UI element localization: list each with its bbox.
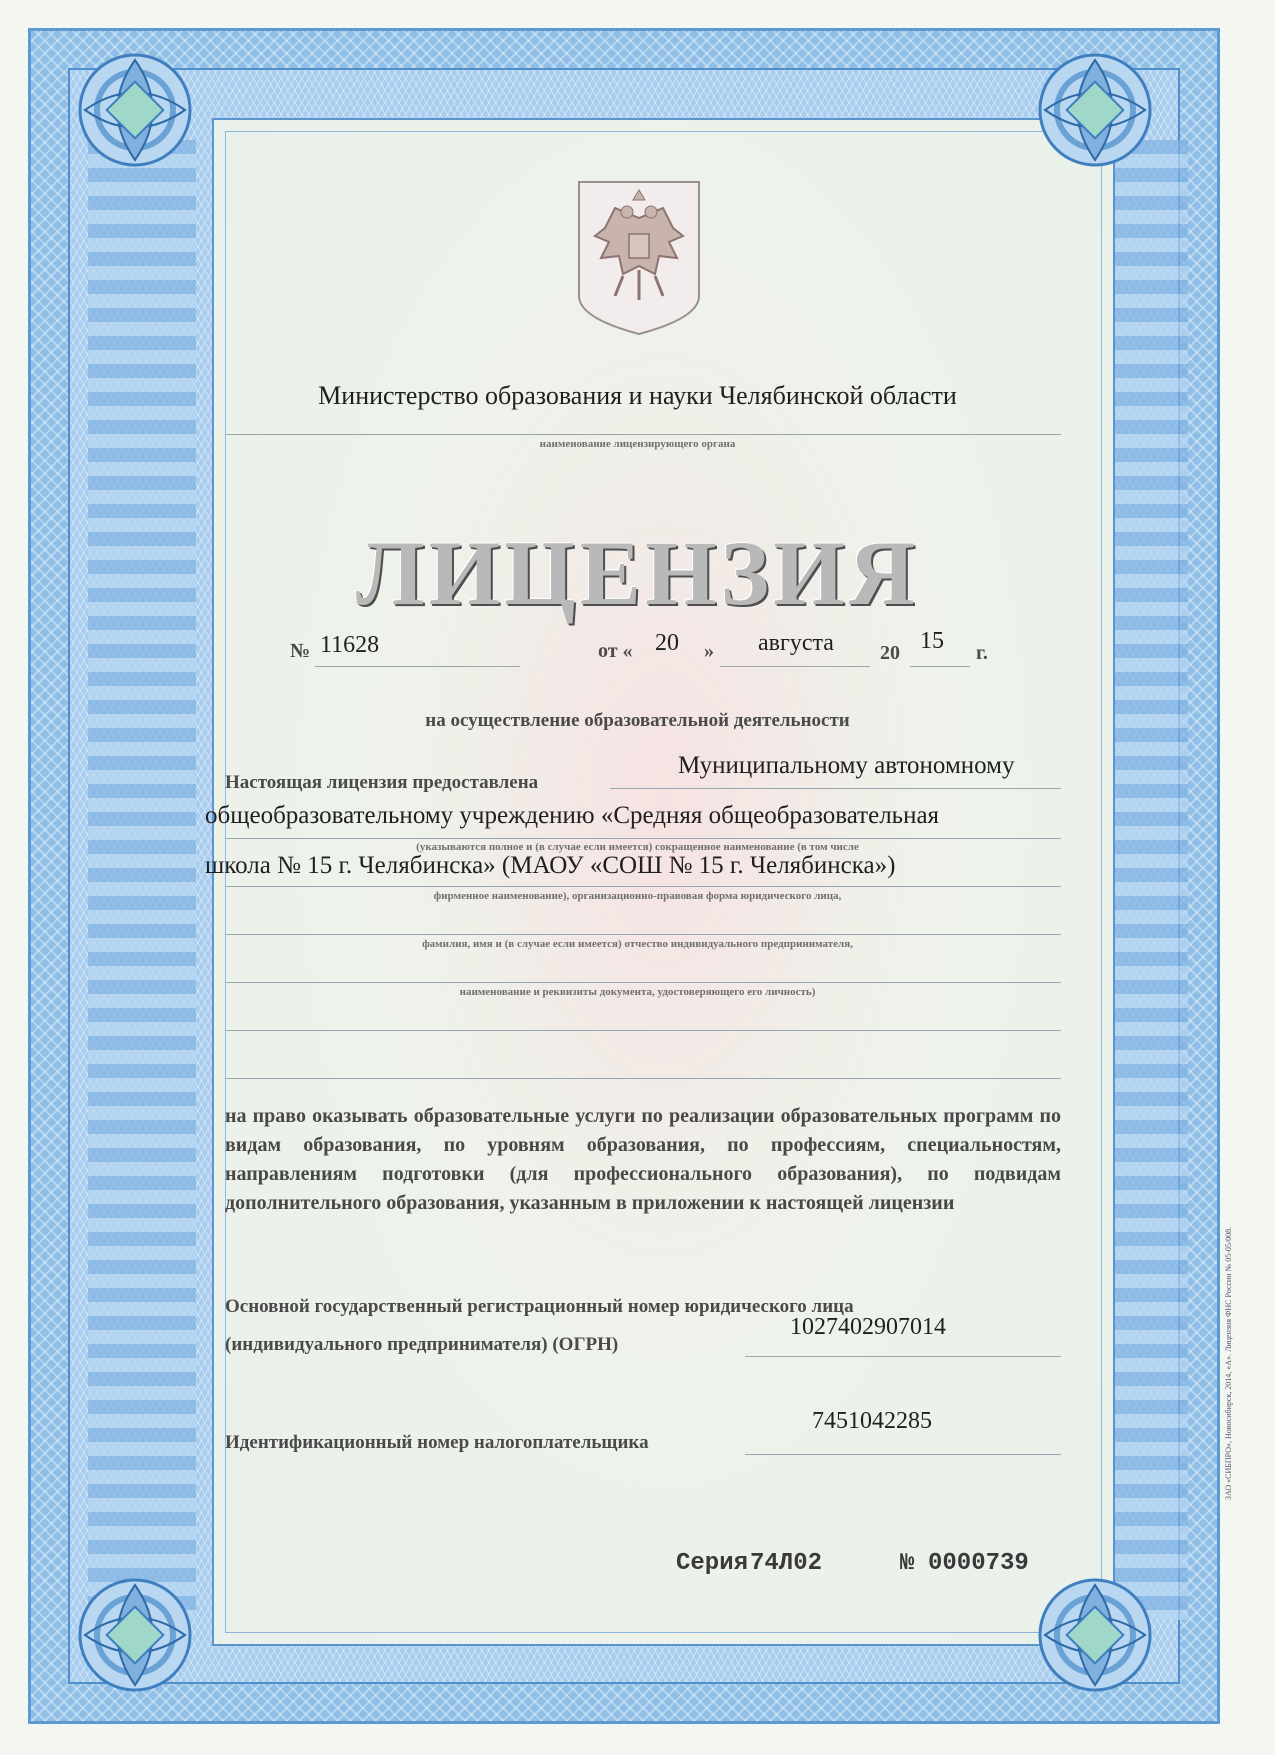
ministry-caption: наименование лицензирующего органа [539, 438, 736, 450]
grantee-caption2: фирменное наименование), организационно-правовая форма юридического лица, [433, 890, 842, 902]
ogrn-label-line1: Основной государственный регистрационный номер юридического лица [225, 1296, 854, 1317]
printer-note: ЗАО «СИБПРО», Новосибирск, 2014, «А». Лицензия ФНС России № 05-05/008. [1224, 1226, 1233, 1500]
blank-number-value: 0000739 [928, 1550, 1029, 1577]
date-from-label: от « [598, 640, 633, 662]
grantee-label: Настоящая лицензия предоставлена [225, 772, 539, 793]
date-day-close: » [704, 640, 714, 662]
year-underline [910, 666, 970, 667]
series-label: Серия [676, 1550, 749, 1577]
corner-ornament-icon [1020, 1560, 1170, 1710]
inn-label: Идентификационный номер налогоплательщика [225, 1432, 649, 1453]
grantee-underline4 [225, 934, 1061, 935]
inn-underline [745, 1454, 1061, 1455]
year-prefix: 20 [880, 642, 900, 664]
license-number: 11628 [320, 632, 380, 658]
ministry-underline [225, 434, 1061, 435]
document-title: ЛИЦЕНЗИЯ [355, 522, 920, 624]
grantee-underline2 [225, 838, 1061, 839]
inn-value: 7451042285 [812, 1408, 932, 1434]
license-number-label: № [290, 640, 311, 662]
grantee-caption1: (указываются полное и (в случае если имеется) сокращенное наименование (в том числе [416, 841, 859, 853]
license-purpose: на осуществление образовательной деятельности [425, 710, 850, 731]
rights-paragraph: на право оказывать образовательные услуги по реализации образовательных программ по видам образования, по уровням образования, по профессиям, специальностям, направлениям подготовки (для профессионального образования), по подвидам дополнительного образования, указанным в приложении к настоящей лицензии [225, 1105, 1061, 1214]
ogrn-value: 1027402907014 [790, 1314, 946, 1340]
license-year: 15 [920, 628, 944, 654]
left-ornament-strip [88, 140, 196, 1620]
license-month: августа [758, 630, 834, 656]
grantee-caption4: наименование и реквизиты документа, удостоверяющего его личность) [459, 986, 816, 998]
number-underline [315, 666, 520, 667]
series-value: 74Л02 [750, 1550, 823, 1577]
grantee-name-line1: Муниципальному автономному [678, 752, 1015, 779]
corner-ornament-icon [60, 1560, 210, 1710]
inner-border [225, 131, 1102, 1633]
blank-number-label: № [900, 1550, 915, 1577]
corner-ornament-icon [1020, 35, 1170, 185]
license-day: 20 [655, 630, 679, 656]
grantee-name-line2: общеобразовательному учреждению «Средняя общеобразовательная [205, 802, 940, 829]
ogrn-underline [745, 1356, 1061, 1357]
month-underline [720, 666, 870, 667]
ministry-name: Министерство образования и науки Челябинской области [318, 381, 957, 410]
grantee-underline3 [225, 886, 1061, 887]
corner-ornament-icon [60, 35, 210, 185]
grantee-underline6 [225, 1030, 1061, 1031]
ogrn-label-line2: (индивидуального предпринимателя) (ОГРН) [225, 1334, 619, 1355]
grantee-caption3: фамилия, имя и (в случае если имеется) отчество индивидуального предпринимателя, [422, 938, 853, 950]
grantee-underline1 [610, 788, 1061, 789]
grantee-underline5 [225, 982, 1061, 983]
grantee-name-line3: школа № 15 г. Челябинска» (МАОУ «СОШ № 15 г. Челябинска») [205, 852, 896, 879]
year-label: г. [976, 642, 988, 664]
coat-of-arms-icon [575, 178, 703, 338]
grantee-underline7 [225, 1078, 1061, 1079]
